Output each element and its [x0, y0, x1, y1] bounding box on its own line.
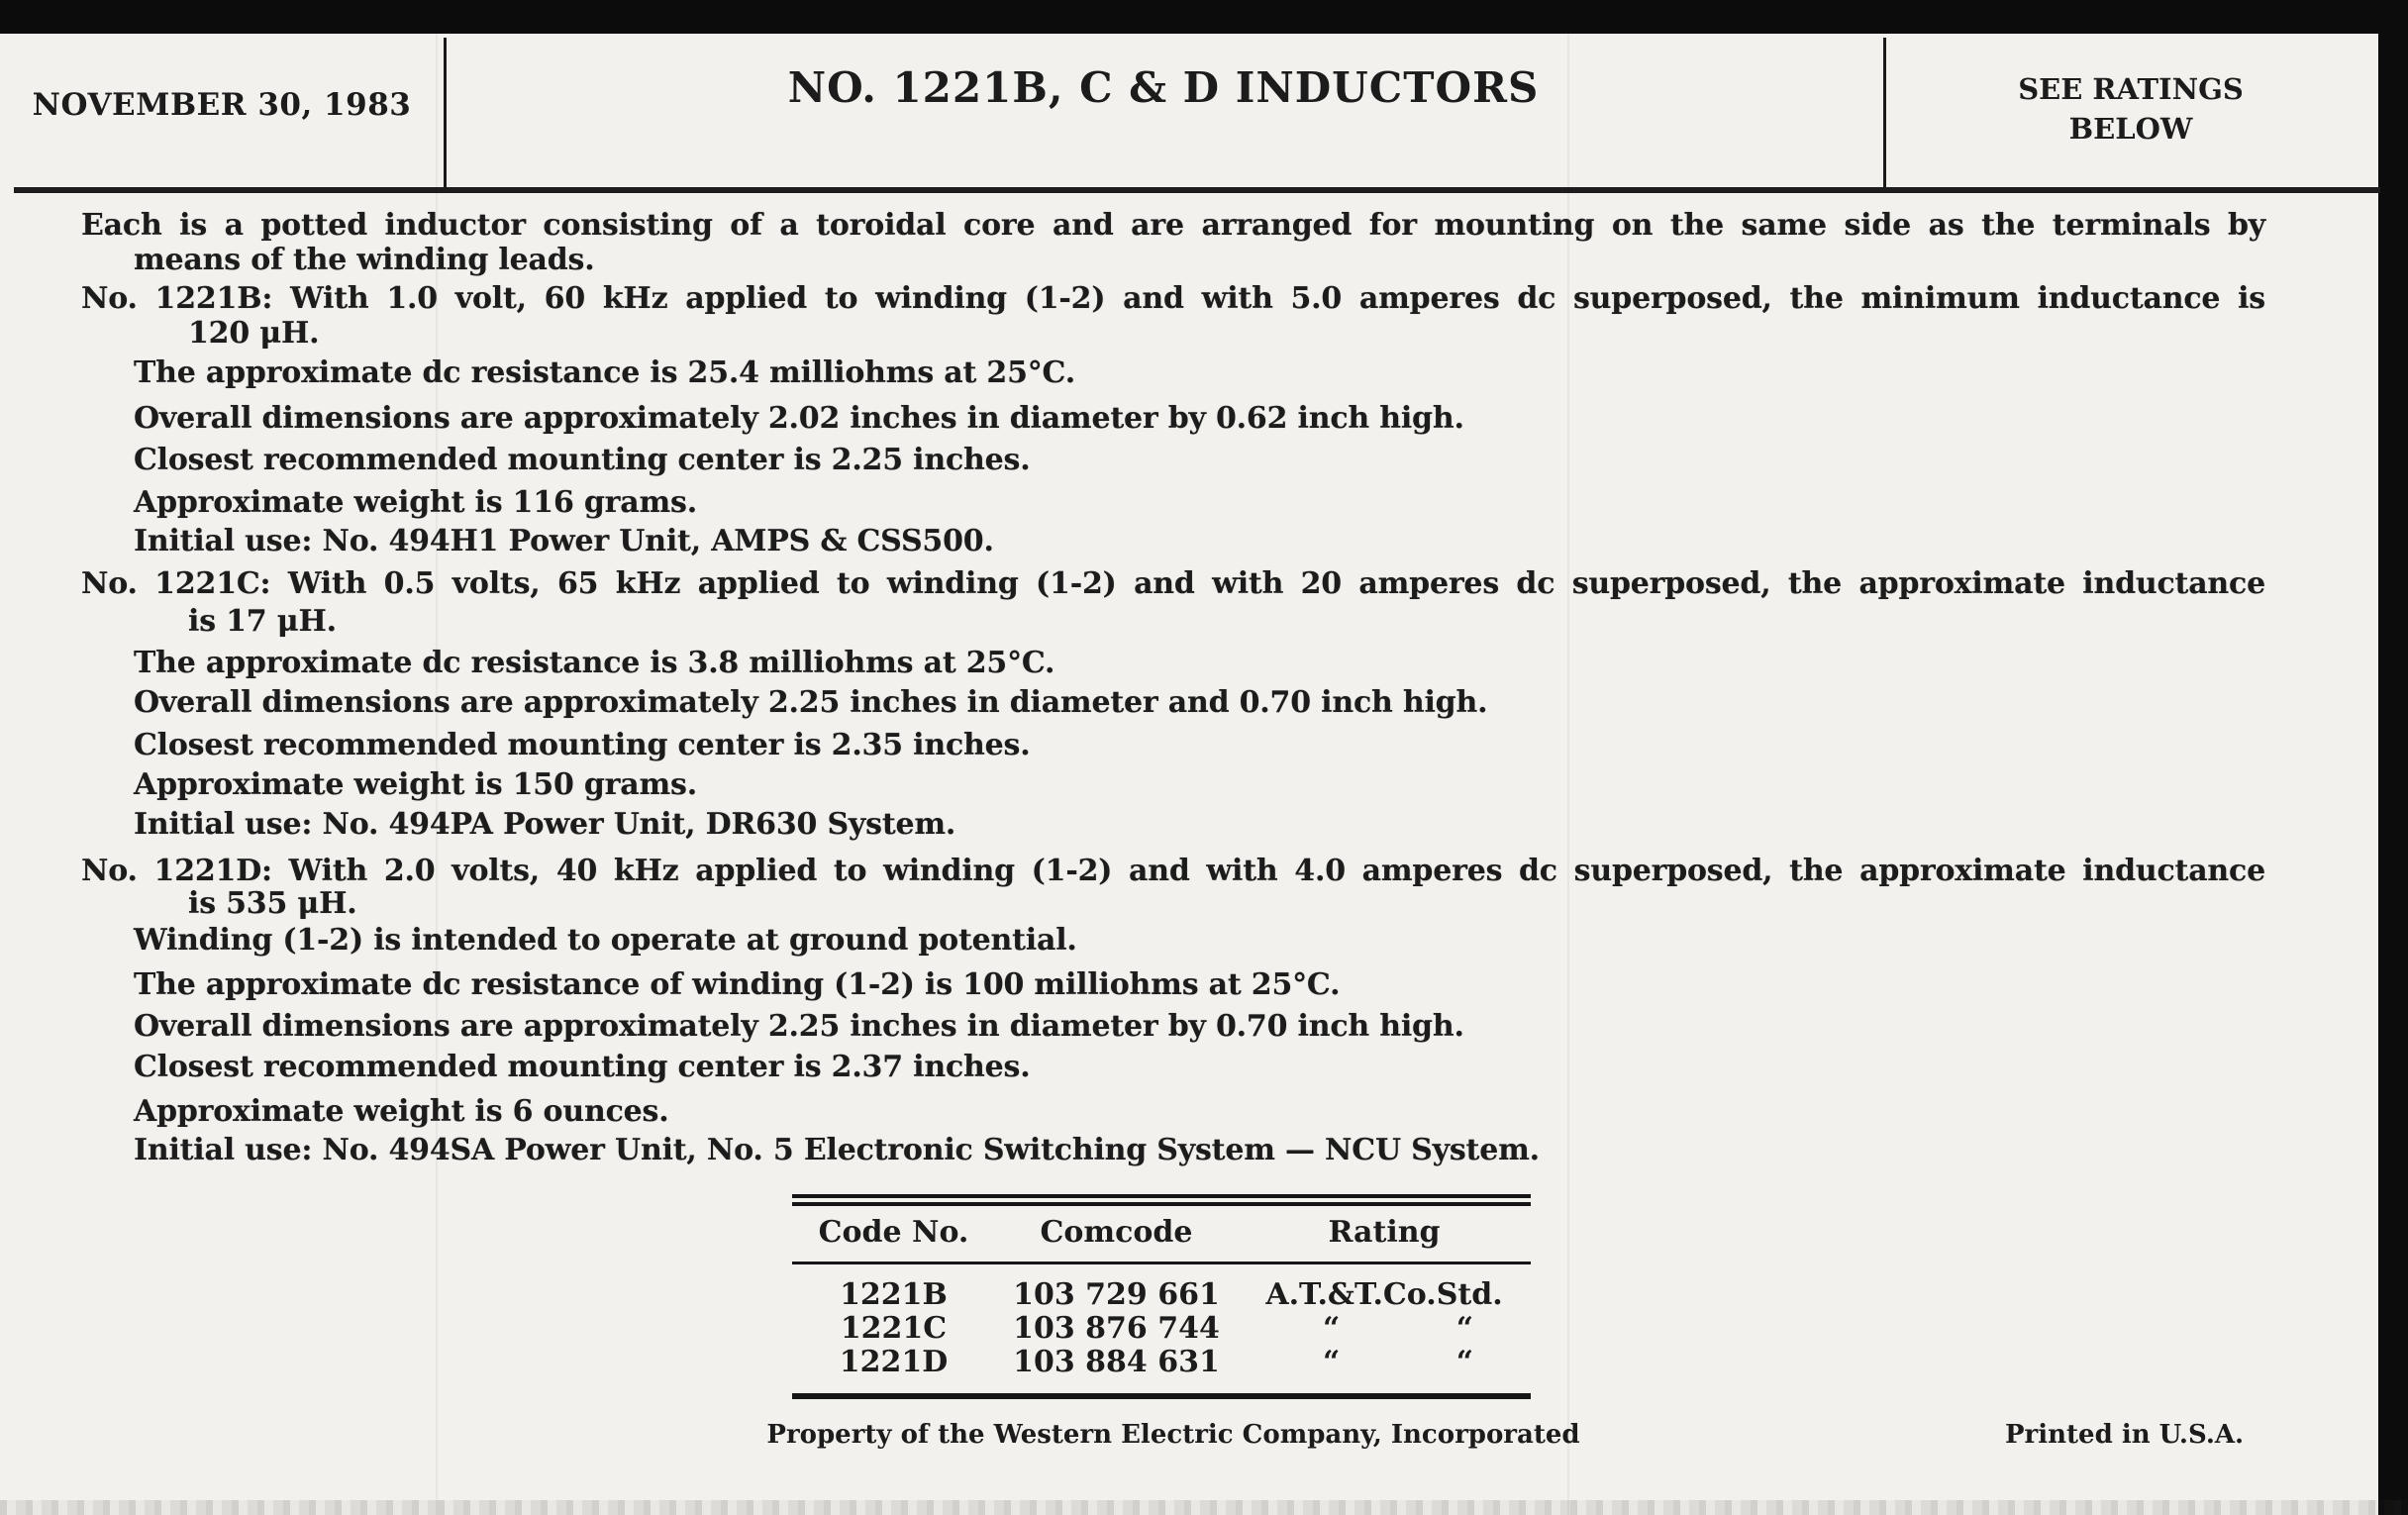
body-line: The approximate dc resistance is 3.8 milliohms at 25°C.	[134, 646, 1055, 680]
body-line: Closest recommended mounting center is 2.35 inches.	[134, 728, 1031, 762]
table-col-header-comcode: Comcode	[1040, 1215, 1193, 1250]
body-line: The approximate dc resistance of winding (1-2) is 100 milliohms at 25°C.	[134, 967, 1341, 1002]
page-title: NO. 1221B, C & D INDUCTORS	[787, 63, 1540, 112]
table-cell-rating	[1238, 1346, 1531, 1379]
body-line: Overall dimensions are approximately 2.25 inches in diameter by 0.70 inch high.	[134, 1009, 1464, 1044]
table-row	[792, 1346, 1531, 1379]
body-line: Approximate weight is 150 grams.	[134, 767, 697, 802]
table-cell-comcode: 103 876 744	[1013, 1311, 1220, 1346]
ratings-note-line2: BELOW	[2068, 112, 2193, 146]
body-line: Initial use: No. 494PA Power Unit, DR630 System.	[134, 807, 956, 842]
table-rule-top	[792, 1194, 1531, 1206]
table-cell-code: 1221B	[840, 1277, 948, 1312]
body-line: Closest recommended mounting center is 2.25 inches.	[134, 443, 1031, 477]
body-line: Closest recommended mounting center is 2.37 inches.	[134, 1050, 1031, 1084]
body-line: Approximate weight is 6 ounces.	[134, 1094, 669, 1129]
table-cell-code: 1221D	[839, 1345, 949, 1379]
body-line: Each is a potted inductor consisting of a toroidal core and are arranged for mounting on the same side as the terminals by	[81, 208, 2265, 243]
table-row	[792, 1278, 1531, 1312]
table-body	[792, 1264, 1531, 1379]
ditto-mark: “	[1323, 1345, 1341, 1379]
table-row	[792, 1312, 1531, 1346]
body-line: Overall dimensions are approximately 2.25 inches in diameter and 0.70 inch high.	[134, 685, 1488, 720]
footer-property-note: Property of the Western Electric Company, Incorporated	[766, 1420, 1580, 1450]
body-line: Overall dimensions are approximately 2.02 inches in diameter by 0.62 inch high.	[134, 401, 1464, 436]
ditto-mark: “	[1455, 1345, 1473, 1379]
scan-bottom-edge	[0, 1500, 2408, 1515]
ratings-note	[1883, 69, 2378, 149]
body-line: Approximate weight is 116 grams.	[134, 485, 697, 520]
body-line: Initial use: No. 494SA Power Unit, No. 5 Electronic Switching System — NCU System.	[134, 1133, 1540, 1167]
ratings-note-line1: SEE RATINGS	[2018, 72, 2244, 106]
table-col-header-code: Code No.	[818, 1215, 969, 1250]
body-line: is 17 μH.	[188, 604, 337, 639]
body-line: means of the winding leads.	[134, 243, 595, 277]
table-cell-comcode: 103 884 631	[1013, 1345, 1220, 1379]
body-line: The approximate dc resistance is 25.4 milliohms at 25°C.	[134, 355, 1075, 390]
table-cell-rating	[1238, 1312, 1531, 1346]
body-line: Initial use: No. 494H1 Power Unit, AMPS & CSS500.	[134, 524, 994, 558]
body-line: Winding (1-2) is intended to operate at ground potential.	[134, 923, 1077, 958]
header-divider-left	[444, 38, 447, 188]
body-line: No. 1221B: With 1.0 volt, 60 kHz applied to winding (1-2) and with 5.0 amperes dc superposed, the minimum inductance is	[81, 281, 2265, 316]
table-col-header-rating: Rating	[1328, 1215, 1441, 1250]
table-header-row	[792, 1206, 1531, 1262]
table-rule-bottom	[792, 1393, 1531, 1399]
ditto-mark: “	[1455, 1311, 1473, 1346]
issue-date: NOVEMBER 30, 1983	[32, 87, 412, 123]
header-rule	[14, 187, 2380, 193]
table-cell-code: 1221C	[840, 1311, 948, 1346]
table-cell-comcode: 103 729 661	[1013, 1277, 1220, 1312]
scan-top-bar	[0, 0, 2408, 34]
document-header	[0, 34, 2378, 188]
body-line: is 535 μH.	[188, 886, 357, 921]
body-line: No. 1221D: With 2.0 volts, 40 kHz applied to winding (1-2) and with 4.0 amperes dc superposed, the approximate inductance	[81, 854, 2265, 888]
scan-right-bar	[2378, 0, 2408, 1515]
ditto-mark: “	[1323, 1311, 1341, 1346]
paper-fold-line	[1567, 34, 1569, 1515]
body-line: 120 μH.	[188, 316, 320, 351]
table-cell-rating: A.T.&T.Co.Std.	[1265, 1277, 1503, 1312]
ratings-table	[792, 1194, 1531, 1399]
body-line: No. 1221C: With 0.5 volts, 65 kHz applied to winding (1-2) and with 20 amperes dc superposed, the approximate inductance	[81, 566, 2265, 601]
footer-printed-note: Printed in U.S.A.	[2005, 1420, 2245, 1450]
